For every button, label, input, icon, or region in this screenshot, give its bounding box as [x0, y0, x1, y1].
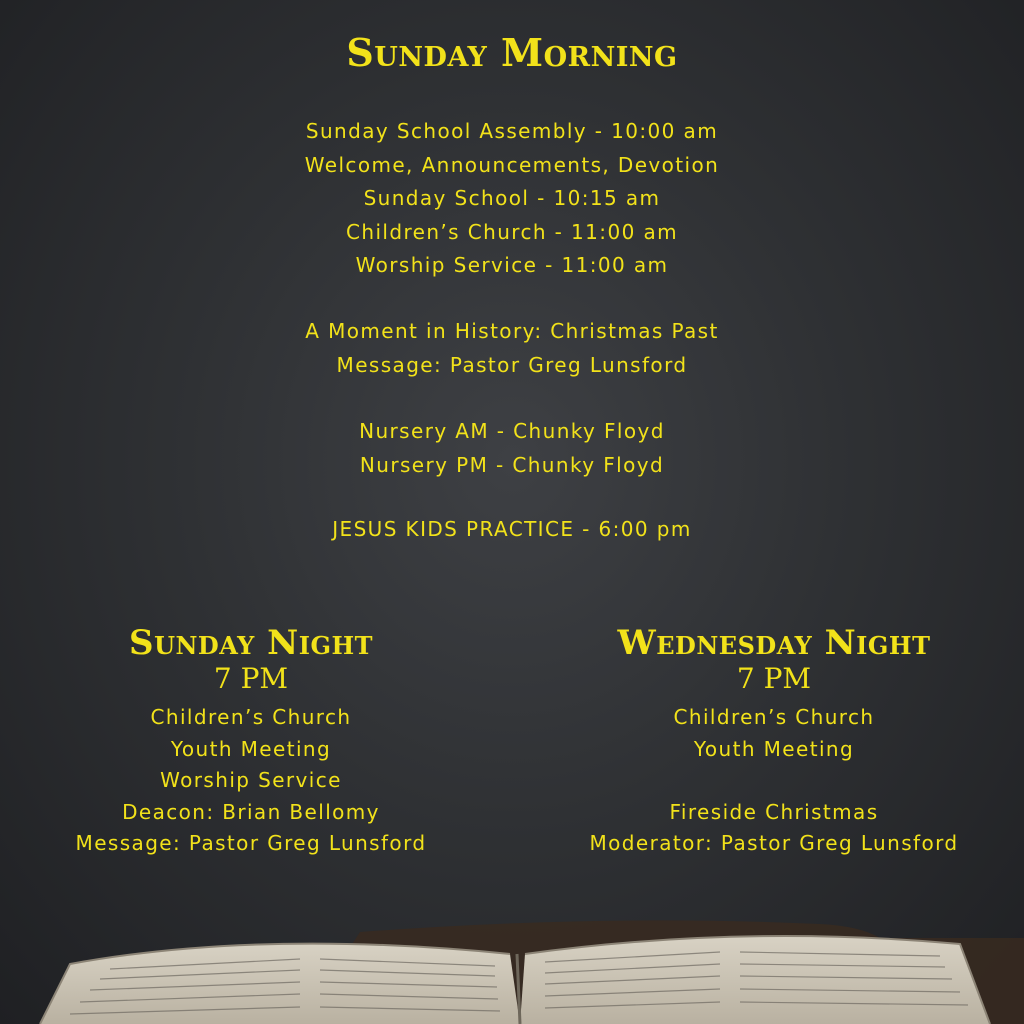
schedule-line: Message: Pastor Greg Lunsford: [336, 352, 688, 377]
schedule-line: A Moment in History: Christmas Past: [305, 319, 719, 343]
schedule-line: Moderator: Pastor Greg Lunsford: [589, 831, 959, 855]
schedule-line: Worship Service - 11:00 am: [355, 253, 669, 277]
schedule-line: Fireside Christmas: [669, 799, 879, 824]
wednesday-night-title: Wednesday Night: [617, 623, 931, 663]
sunday-night-time: 7 PM: [213, 662, 289, 695]
schedule-line: Message: Pastor Greg Lunsford: [75, 831, 427, 855]
schedule-line: Sunday School Assembly - 10:00 am: [305, 119, 719, 143]
schedule-line: Nursery PM - Chunky Floyd: [359, 452, 665, 477]
sunday-morning-message: [0, 315, 1024, 382]
sunday-morning-schedule: [0, 115, 1024, 283]
sunday-morning-nursery: [0, 415, 1024, 482]
schedule-line: Children’s Church - 11:00 am: [346, 219, 678, 244]
schedule-line: Welcome, Announcements, Devotion: [304, 152, 720, 177]
wednesday-night-section: [524, 624, 1024, 860]
schedule-line: Nursery AM - Chunky Floyd: [359, 419, 665, 443]
schedule-line: JESUS KIDS PRACTICE - 6:00 pm: [332, 517, 692, 541]
wednesday-night-time: 7 PM: [736, 662, 812, 695]
open-bible-image: [0, 914, 1024, 1024]
schedule-line: Deacon: Brian Bellomy: [122, 799, 380, 824]
schedule-line: Children’s Church: [150, 705, 352, 729]
spacer: [524, 765, 1024, 797]
sunday-morning-practice: [0, 513, 1024, 547]
sunday-night-title: Sunday Night: [129, 623, 373, 663]
sunday-morning-title: Sunday Morning: [346, 30, 678, 75]
sunday-night-section: [1, 624, 501, 860]
schedule-line: Sunday School - 10:15 am: [363, 186, 661, 210]
schedule-line: Children’s Church: [673, 705, 875, 729]
schedule-line: Youth Meeting: [693, 736, 855, 761]
schedule-line: Youth Meeting: [170, 736, 332, 761]
schedule-line: Worship Service: [160, 768, 342, 792]
